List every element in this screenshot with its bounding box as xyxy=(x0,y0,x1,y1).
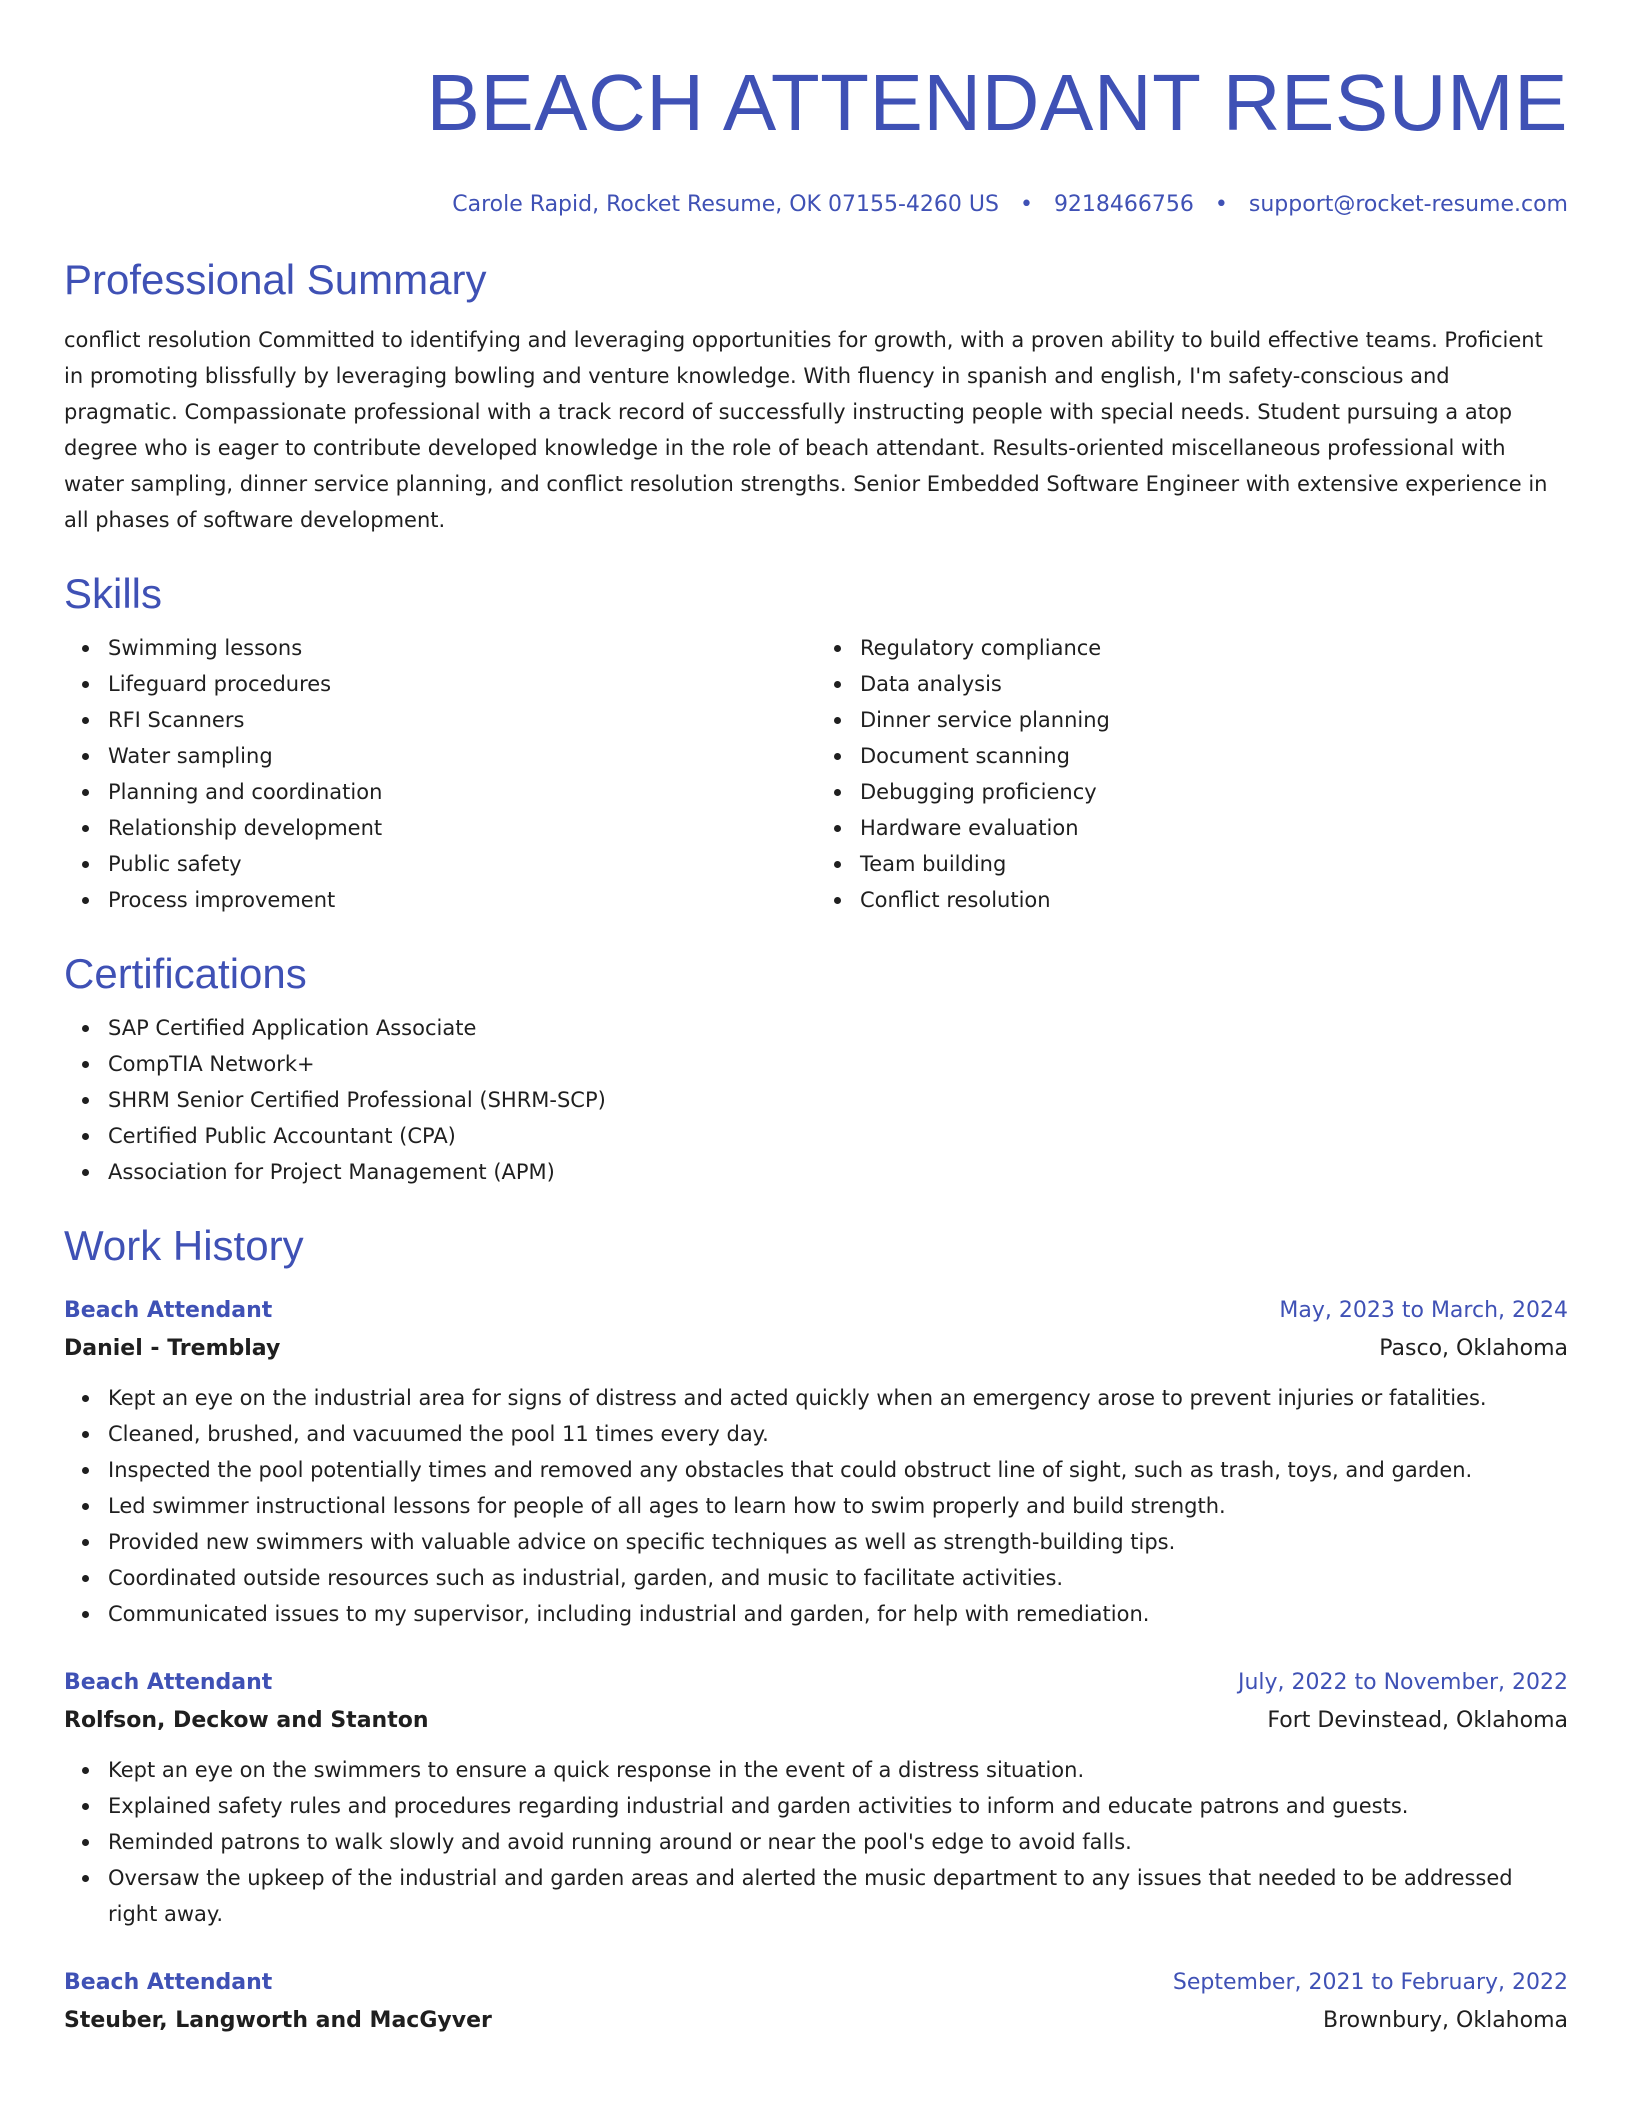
certification-item: Association for Project Management (APM) xyxy=(108,1154,1568,1190)
skills-list-right xyxy=(816,630,1568,918)
job-duty-item: Explained safety rules and procedures regarding industrial and garden activities to inform and educate patrons and guests. xyxy=(108,1788,1568,1824)
certification-item: SAP Certified Application Associate xyxy=(108,1010,1568,1046)
summary-text: conflict resolution Committed to identifying and leveraging opportunities for growth, with a proven ability to build effective teams. Proficient in promoting blissfully by leveraging bowling and venture knowledge. With fluency in spanish and english, I'm safety-conscious and pragmatic. Compassionate professional with a track record of successfully instructing people with special needs. Student pursuing a atop degree who is eager to contribute developed knowledge in the role of beach attendant. Results-oriented miscellaneous professional with water sampling, dinner service planning, and conflict resolution strengths. Senior Embedded Software Engineer with extensive experience in all phases of software development. xyxy=(64,328,1548,532)
skill-item: Process improvement xyxy=(108,882,816,918)
skill-item: Debugging proficiency xyxy=(860,774,1568,810)
contact-separator: • xyxy=(1019,192,1033,217)
job-entry xyxy=(64,1964,1568,2040)
certifications-heading: Certifications xyxy=(64,950,307,997)
skill-item: Conflict resolution xyxy=(860,882,1568,918)
job-duty-item: Cleaned, brushed, and vacuumed the pool 11 times every day. xyxy=(108,1416,1568,1452)
skill-item: Relationship development xyxy=(108,810,816,846)
skills-list-left xyxy=(64,630,816,918)
contact-address: Carole Rapid, Rocket Resume, OK 07155-4260 US xyxy=(452,192,999,217)
job-company: Rolfson, Deckow and Stanton xyxy=(64,1708,429,1733)
certification-item: Certified Public Accountant (CPA) xyxy=(108,1118,1568,1154)
job-entry xyxy=(64,1292,1568,1632)
skill-item: Document scanning xyxy=(860,738,1568,774)
job-entry xyxy=(64,1664,1568,1932)
certifications-list xyxy=(64,1010,1568,1190)
skill-item: Swimming lessons xyxy=(108,630,816,666)
job-title: Beach Attendant xyxy=(64,1298,273,1323)
job-duties-list xyxy=(64,1380,1568,1632)
skill-item: Planning and coordination xyxy=(108,774,816,810)
job-location: Pasco, Oklahoma xyxy=(1379,1336,1568,1361)
job-duty-item: Coordinated outside resources such as industrial, garden, and music to facilitate activities. xyxy=(108,1560,1568,1596)
job-header-row xyxy=(64,1664,1568,1702)
certification-item: CompTIA Network+ xyxy=(108,1046,1568,1082)
job-duty-item: Led swimmer instructional lessons for people of all ages to learn how to swim properly and build strength. xyxy=(108,1488,1568,1524)
skill-item: Dinner service planning xyxy=(860,702,1568,738)
job-duty-item: Inspected the pool potentially times and removed any obstacles that could obstruct line of sight, such as trash, toys, and garden. xyxy=(108,1452,1568,1488)
contact-email[interactable]: support@rocket-resume.com xyxy=(1248,192,1568,217)
job-dates: September, 2021 to February, 2022 xyxy=(1172,1970,1568,1995)
work-history-heading: Work History xyxy=(64,1222,304,1269)
job-duty-item: Provided new swimmers with valuable advice on specific techniques as well as strength-building tips. xyxy=(108,1524,1568,1560)
job-duty-item: Oversaw the upkeep of the industrial and garden areas and alerted the music department to any issues that needed to be addressed right away. xyxy=(108,1860,1568,1932)
skill-item: RFI Scanners xyxy=(108,702,816,738)
summary-heading: Professional Summary xyxy=(64,256,487,303)
skills-columns xyxy=(64,630,1568,918)
skill-item: Hardware evaluation xyxy=(860,810,1568,846)
job-header-row xyxy=(64,1292,1568,1330)
job-company-row xyxy=(64,2002,1568,2040)
job-duty-item: Kept an eye on the industrial area for signs of distress and acted quickly when an emergency arose to prevent injuries or fatalities. xyxy=(108,1380,1568,1416)
skill-item: Public safety xyxy=(108,846,816,882)
contact-line xyxy=(64,190,1568,220)
job-duty-item: Reminded patrons to walk slowly and avoid running around or near the pool's edge to avoid falls. xyxy=(108,1824,1568,1860)
contact-phone: 9218466756 xyxy=(1053,192,1194,217)
job-title: Beach Attendant xyxy=(64,1670,273,1695)
job-location: Fort Devinstead, Oklahoma xyxy=(1267,1708,1568,1733)
job-company: Steuber, Langworth and MacGyver xyxy=(64,2008,492,2033)
job-title: Beach Attendant xyxy=(64,1970,273,1995)
skill-item: Team building xyxy=(860,846,1568,882)
skill-item: Lifeguard procedures xyxy=(108,666,816,702)
job-company: Daniel - Tremblay xyxy=(64,1336,281,1361)
job-duty-item: Communicated issues to my supervisor, including industrial and garden, for help with remediation. xyxy=(108,1596,1568,1632)
certification-item: SHRM Senior Certified Professional (SHRM-SCP) xyxy=(108,1082,1568,1118)
skill-item: Water sampling xyxy=(108,738,816,774)
job-header-row xyxy=(64,1964,1568,2002)
job-duty-item: Kept an eye on the swimmers to ensure a quick response in the event of a distress situation. xyxy=(108,1752,1568,1788)
skill-item: Regulatory compliance xyxy=(860,630,1568,666)
resume-title: BEACH ATTENDANT RESUME xyxy=(426,58,1568,147)
job-company-row xyxy=(64,1330,1568,1368)
skills-heading: Skills xyxy=(64,570,163,617)
skill-item: Data analysis xyxy=(860,666,1568,702)
job-dates: July, 2022 to November, 2022 xyxy=(1237,1670,1568,1695)
job-company-row xyxy=(64,1702,1568,1740)
job-dates: May, 2023 to March, 2024 xyxy=(1279,1298,1568,1323)
contact-separator: • xyxy=(1214,192,1228,217)
job-location: Brownbury, Oklahoma xyxy=(1323,2008,1568,2033)
job-duties-list xyxy=(64,1752,1568,1932)
